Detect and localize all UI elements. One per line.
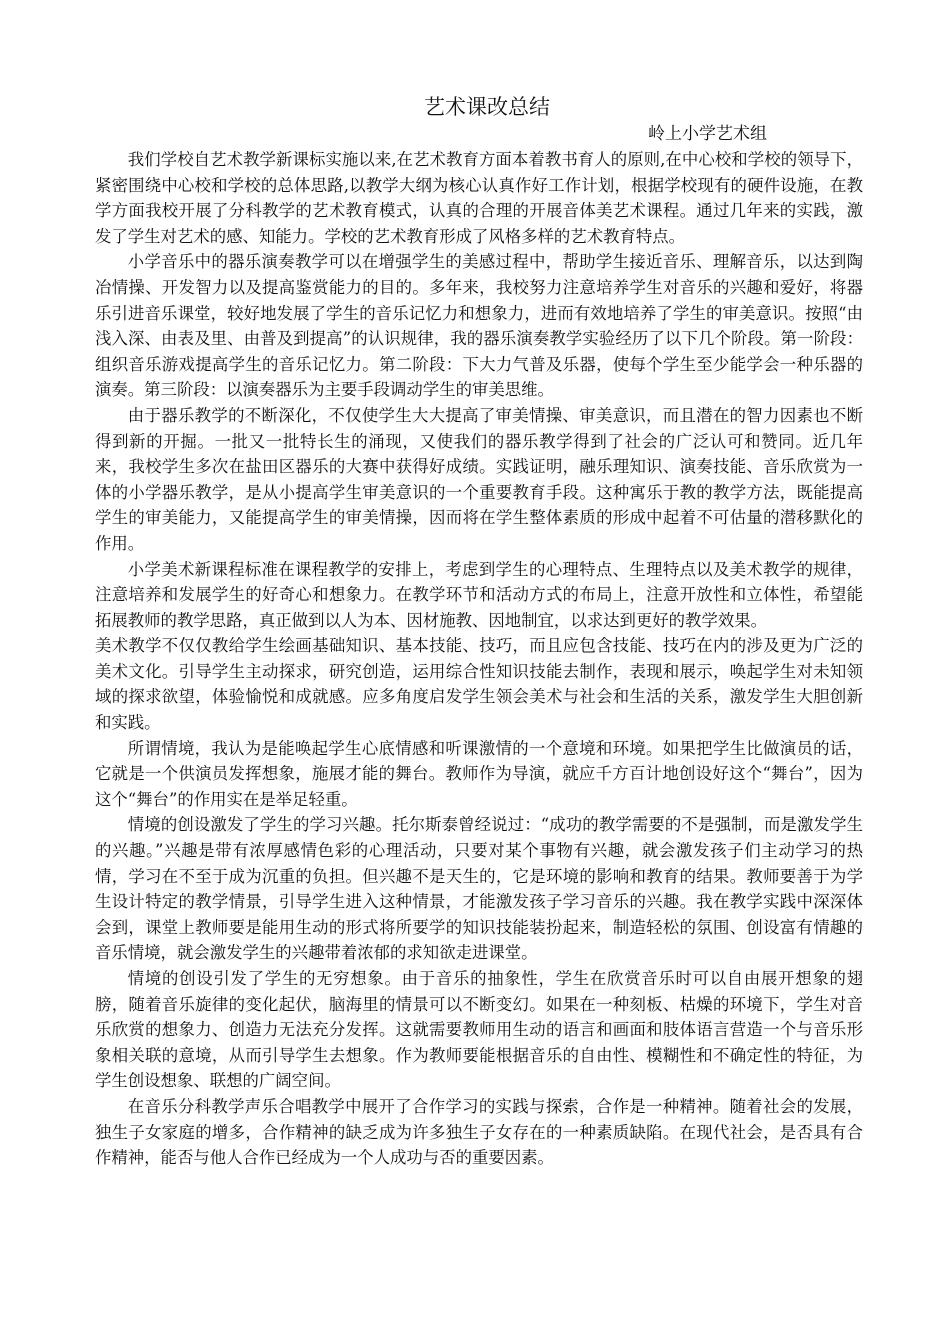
paragraph-art-curriculum: 小学美术新课程标准在课程教学的安排上，考虑到学生的心理特点、生理特点以及美术教学的规律，注意培养和发展学生的好奇心和想象力。在教学环节和活动方式的布局上，注意开放性和立体性，希望能拓展教师的教学思路，真正做到以人为本、因材施教、因地制宜，以求达到更好的教学效果。 [95, 559, 863, 630]
paragraph-instrumental-results: 由于器乐教学的不断深化，不仅使学生大大提高了审美情操、审美意识，而且潜在的智力因素也不断得到新的开掘。一批又一批特长生的涌现，又使我们的器乐教学得到了社会的广泛认可和赞同。近几年来，我校学生多次在盐田区器乐的大赛中获得好成绩。实践证明，融乐理知识、演奏技能、音乐欣赏为一体的小学器乐教学，是从小提高学生审美意识的一个重要教育手段。这种寓乐于教的教学方法，既能提高学生的审美能力，又能提高学生的审美情操，因而将在学生整体素质的形成中起着不可估量的潜移默化的作用。 [95, 405, 863, 553]
paragraph-situation-interest: 情境的创设激发了学生的学习兴趣。托尔斯泰曾经说过：“成功的教学需要的不是强制，而是激发学生的兴趣。”兴趣是带有浓厚感情色彩的心理活动，只要对某个事物有兴趣，就会激发孩子们主动学习的热情，学习在不至于成为沉重的负担。但兴趣不是天生的，它是环境的影响和教育的结果。教师要善于为学生设计特定的教学情景，引导学生进入这种情景，才能激发孩子学习音乐的兴趣。我在教学实践中深深体会到，课堂上教师要是能用生动的形式将所要学的知识技能装扮起来，制造轻松的氛围、创设富有情趣的音乐情境，就会激发学生的兴趣带着浓郁的求知欲走进课堂。 [95, 815, 863, 963]
document-author: 岭上小学艺术组 [648, 124, 767, 144]
paragraph-cooperation: 在音乐分科教学声乐合唱教学中展开了合作学习的实践与探索，合作是一种精神。随着社会的发展，独生子女家庭的增多，合作精神的缺乏成为许多独生子女存在的一种素质缺陷。在现代社会，是否具有合作精神，能否与他人合作已经成为一个人成功与否的重要因素。 [95, 1096, 863, 1168]
document-title: 艺术课改总结 [424, 95, 550, 119]
paragraph-situation-definition: 所谓情境，我认为是能唤起学生心底情感和听课激情的一个意境和环境。如果把学生比做演员的话，它就是一个供演员发挥想象，施展才能的舞台。教师作为导演，就应千方百计地创设好这个“舞台”，因为这个“舞台”的作用实在是举足轻重。 [95, 738, 863, 809]
paragraph-intro: 我们学校自艺术教学新课标实施以来,在艺术教育方面本着教书育人的原则,在中心校和学校的领导下，紧密围绕中心校和学校的总体思路,以教学大纲为核心认真作好工作计划，根据学校现有的硬件设施，在教学方面我校开展了分科教学的艺术教育模式，认真的合理的开展音体美艺术课程。通过几年来的实践，激发了学生对艺术的感、知能力。学校的艺术教育形成了风格多样的艺术教育特点。 [95, 150, 863, 246]
paragraph-art-teaching: 美术教学不仅仅教给学生绘画基础知识、基本技能、技巧，而且应包含技能、技巧在内的涉及更为广泛的美术文化。引导学生主动探求，研究创造，运用综合性知识技能去制作，表现和展示，唤起学生对未知领域的探求欲望，体验愉悦和成就感。应多角度启发学生领会美术与社会和生活的关系，激发学生大胆创新和实践。 [95, 636, 863, 733]
paragraph-instrumental-teaching: 小学音乐中的器乐演奏教学可以在增强学生的美感过程中，帮助学生接近音乐、理解音乐，以达到陶冶情操、开发智力以及提高鉴赏能力的目的。多年来，我校努力注意培养学生对音乐的兴趣和爱好，将器乐引进音乐课堂，较好地发展了学生的音乐记忆力和想象力，进而有效地培养了学生的审美意识。按照“由浅入深、由表及里、由普及到提高”的认识规律，我的器乐演奏教学实验经历了以下几个阶段。第一阶段：组织音乐游戏提高学生的音乐记忆力。第二阶段：下大力气普及乐器，使每个学生至少能学会一种乐器的演奏。第三阶段：以演奏器乐为主要手段调动学生的审美思维。 [95, 252, 863, 400]
document-page [95, 94, 863, 1171]
paragraph-situation-imagination: 情境的创设引发了学生的无穷想象。由于音乐的抽象性，学生在欣赏音乐时可以自由展开想象的翅膀，随着音乐旋律的变化起伏，脑海里的情景可以不断变幻。如果在一种刻板、枯燥的环境下，学生对音乐欣赏的想象力、创造力无法充分发挥。这就需要教师用生动的语言和画面和肢体语言营造一个与音乐形象相关联的意境，从而引导学生去想象。作为教师要能根据音乐的自由性、模糊性和不确定性的特征，为学生创设想象、联想的广阔空间。 [95, 969, 863, 1091]
